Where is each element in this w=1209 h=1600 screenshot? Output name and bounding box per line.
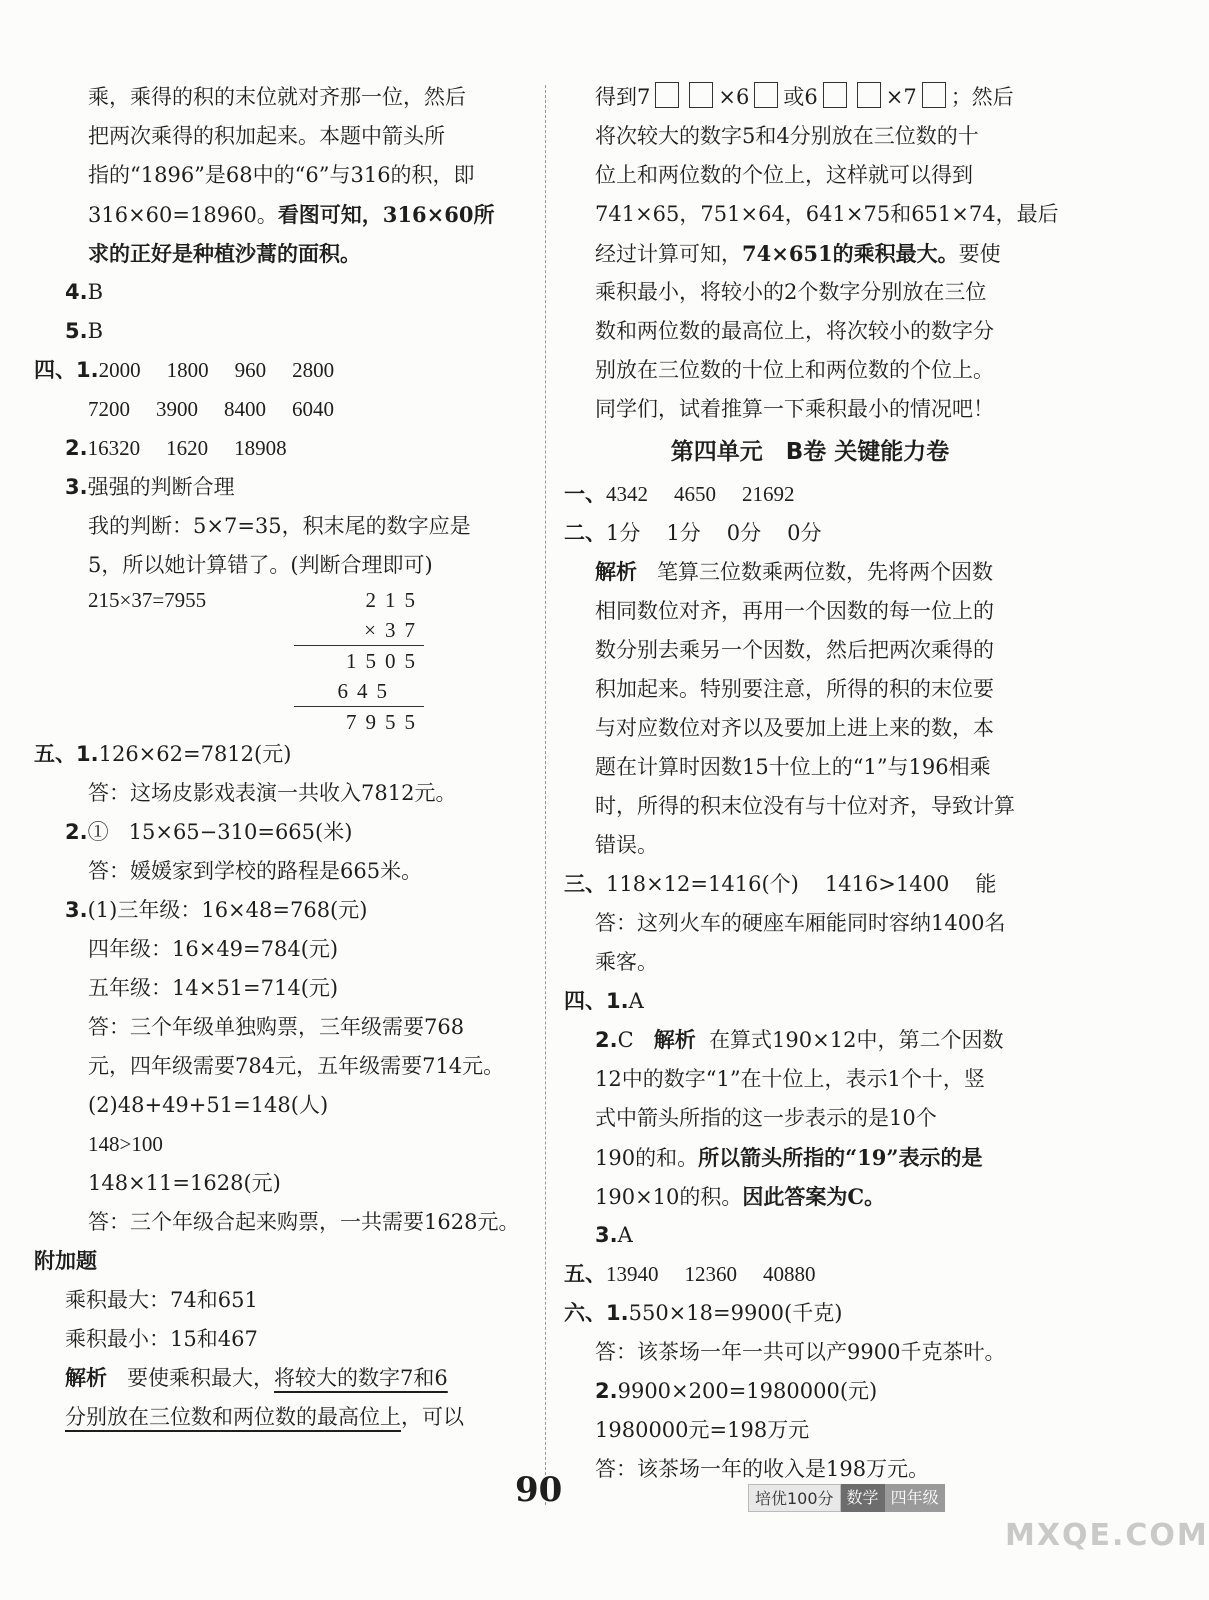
text-line: 与对应数位对齐以及要加上进上来的数，本 [595,716,994,740]
answer-line: 一、4342 4650 21692 [564,482,795,506]
text-line: 分别放在三位数和两位数的最高位上，可以 [65,1405,464,1429]
text-line: 同学们，试着推算一下乘积最小的情况吧！ [595,397,994,421]
text-line: 元，四年级需要784元，五年级需要714元。 [88,1054,505,1078]
equation: 215×37=7955 [88,588,207,612]
answer-line: 5.B [65,319,104,343]
text-line: 1980000元=198万元 [595,1418,810,1442]
book-label [748,1484,945,1512]
text-line: 经过计算可知，74×651的乘积最大。要使 [595,241,1001,266]
text-line: 5，所以她计算错了。(判断合理即可) [88,553,433,577]
right-column [560,78,1060,1489]
text-line: 2.C 解析 在算式190×12中，第二个因数 [595,1028,1004,1052]
answer-line: 2.16320 1620 18908 [65,436,287,460]
text-line: 别放在三位数的十位上和两位数的个位上。 [595,358,994,382]
vertical-row: 1505 [294,645,424,676]
answer-line: 六、1.550×18=9900(千克) [564,1301,843,1325]
text-line: 数和两位数的最高位上，将次较小的数字分 [595,319,994,343]
text-line: 错误。 [595,833,658,857]
blank-box [922,82,946,108]
answer-line: 3.A [595,1223,633,1247]
text-line: 乘积最小：15和467 [65,1327,258,1351]
text-line: 把两次乘得的积加起来。本题中箭头所 [88,124,445,148]
text-line: 12中的数字“1”在十位上，表示1个十，竖 [595,1067,985,1091]
answer-line: 3.强强的判断合理 [65,475,235,499]
text-line: 指的“1896”是68中的“6”与316的积，即 [88,163,475,187]
text-line: 答：三个年级合起来购票，一共需要1628元。 [88,1210,520,1234]
subject-tag: 数学 [841,1484,885,1512]
text-line: 148>100 [88,1132,163,1156]
answer-line: 2.① 15×65−310=665(米) [65,820,353,844]
answer-line: 五、13940 12360 40880 [564,1262,816,1286]
text-line: 解析 要使乘积最大，将较大的数字7和6 [65,1366,448,1390]
text-line: 四年级：16×49=784(元) [88,937,339,961]
blank-box [754,82,778,108]
text-line: 316×60=18960。看图可知，316×60所 [88,202,495,227]
text-line: 答：该茶场一年的收入是198万元。 [595,1457,930,1481]
section-title: 附加题 [34,1249,97,1273]
text-line: (2)48+49+51=148(人) [88,1093,329,1117]
answer-line: 7200 3900 8400 6040 [88,397,334,421]
text-line: 时，所得的积末位没有与十位对齐，导致计算 [595,794,1015,818]
watermark-logo: MXQE.COM [1005,1518,1209,1553]
text-line: 答：这列火车的硬座车厢能同时容纳1400名 [595,911,1006,935]
blank-box [689,82,713,108]
text-line: 190×10的积。因此答案为C。 [595,1184,886,1209]
column-divider [545,85,546,1505]
answer-line: 3.(1)三年级：16×48=768(元) [65,898,368,922]
book-title: 培优100分 [748,1484,841,1512]
text-line: 得到7 ×6 或6 ×7 ；然后 [560,78,1060,117]
text-line: 解析 笔算三位数乘两位数，先将两个因数 [595,560,994,584]
answer-line: 五、1.126×62=7812(元) [34,742,292,766]
answer-line: 四、1.A [564,989,644,1013]
text-line: 答：三个年级单独购票，三年级需要768 [88,1015,465,1039]
text-line: 题在计算时因数15十位上的“1”与196相乘 [595,755,991,779]
text-line: 求的正好是种植沙蒿的面积。 [88,241,361,266]
text-line: 五年级：14×51=714(元) [88,976,339,1000]
answer-line: 4.B [65,280,104,304]
text-line: 741×65，751×64，641×75和651×74，最后 [595,202,1059,226]
text-line: 答：媛媛家到学校的路程是665米。 [88,859,423,883]
answer-line: 二、1分 1分 0分 0分 [564,521,822,545]
text-line: 答：这场皮影戏表演一共收入7812元。 [88,781,457,805]
text-line: 答：该茶场一年一共可以产9900千克茶叶。 [595,1340,1006,1364]
answer-line: 2.9900×200=1980000(元) [595,1379,878,1403]
text-line: 我的判断：5×7=35，积末尾的数字应是 [88,514,471,538]
text-line: 数分别去乘另一个因数，然后把两次乘得的 [595,638,994,662]
vertical-multiplication [30,585,540,735]
grade-tag: 四年级 [885,1484,945,1512]
text-line: 乘客。 [595,950,658,974]
vertical-row: 215 [365,588,424,612]
text-line: 乘积最小，将较小的2个数字分别放在三位 [595,280,987,304]
vertical-row: 645 [337,679,396,703]
blank-box [857,82,881,108]
blank-box [823,82,847,108]
blank-box [655,82,679,108]
page-number: 90 [515,1470,563,1510]
answer-line: 三、118×12=1416(个) 1416>1400 能 [564,872,997,896]
text-line: 将次较大的数字5和4分别放在三位数的十 [595,124,979,148]
left-column [30,78,540,1437]
vertical-row: ×37 [364,618,424,642]
text-line: 乘，乘得的积的末位就对齐那一位，然后 [88,85,466,109]
text-line: 位上和两位数的个位上，这样就可以得到 [595,163,973,187]
vertical-row: 7955 [294,706,424,737]
text-line: 式中箭头所指的这一步表示的是10个 [595,1106,937,1130]
text-line: 190的和。所以箭头所指的“19”表示的是 [595,1145,983,1170]
text-line: 148×11=1628(元) [88,1171,281,1195]
text-line: 相同数位对齐，再用一个因数的每一位上的 [595,599,994,623]
text-line: 乘积最大：74和651 [65,1288,258,1312]
text-line: 积加起来。特别要注意，所得的积的末位要 [595,677,994,701]
section-heading: 第四单元 B卷 关键能力卷 [670,439,950,465]
answer-line: 四、1.2000 1800 960 2800 [34,358,335,382]
